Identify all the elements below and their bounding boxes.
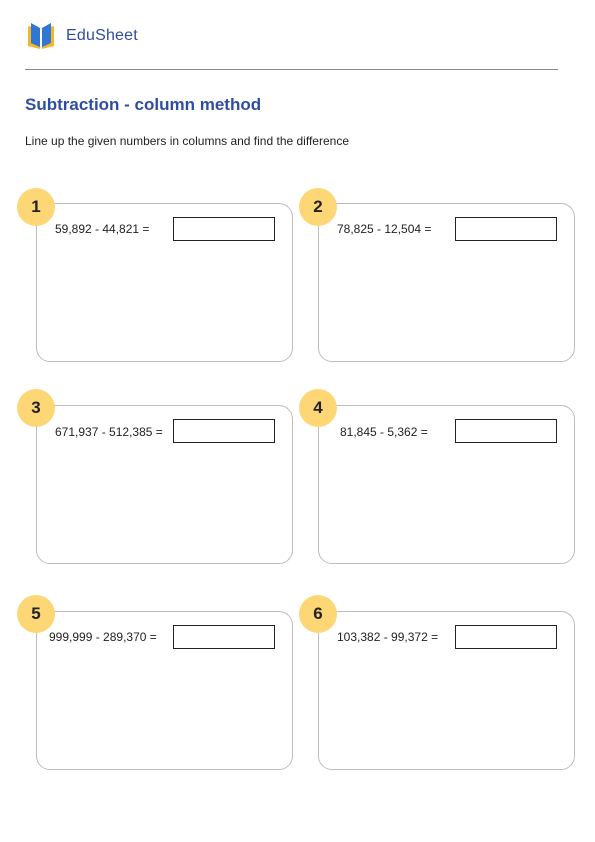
problem-number-badge: 3 (17, 389, 55, 427)
answer-box-6[interactable] (455, 625, 557, 649)
brand-name: EduSheet (66, 27, 138, 44)
header-divider (25, 69, 558, 70)
answer-box-2[interactable] (455, 217, 557, 241)
problem-expression: 999,999 - 289,370 = (49, 630, 157, 644)
answer-box-5[interactable] (173, 625, 275, 649)
problem-number-badge: 1 (17, 188, 55, 226)
worksheet-title: Subtraction - column method (25, 95, 262, 114)
problem-expression: 103,382 - 99,372 = (337, 630, 439, 644)
open-book-icon (25, 20, 57, 52)
problem-expression: 78,825 - 12,504 = (337, 222, 432, 236)
problem-number-badge: 6 (299, 595, 337, 633)
problem-expression: 59,892 - 44,821 = (55, 222, 150, 236)
problem-number-badge: 4 (299, 389, 337, 427)
problem-number-badge: 2 (299, 188, 337, 226)
problem-expression: 671,937 - 512,385 = (55, 425, 163, 439)
answer-box-4[interactable] (455, 419, 557, 443)
problem-expression: 81,845 - 5,362 = (340, 425, 428, 439)
answer-box-3[interactable] (173, 419, 275, 443)
answer-box-1[interactable] (173, 217, 275, 241)
worksheet-instructions: Line up the given numbers in columns and find the difference (25, 134, 349, 148)
problem-number-badge: 5 (17, 595, 55, 633)
brand-logo (25, 20, 138, 52)
